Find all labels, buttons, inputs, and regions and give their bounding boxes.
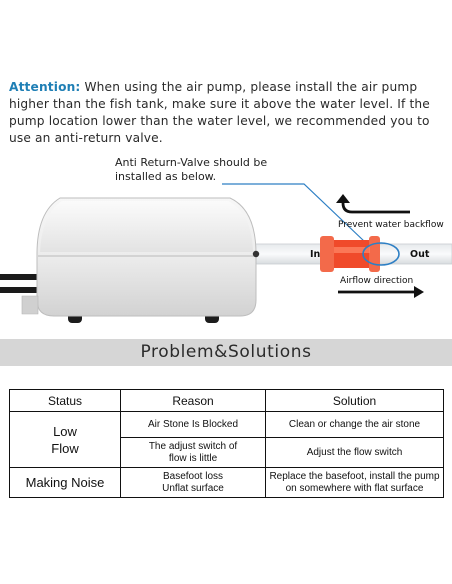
table-header-row <box>10 390 444 412</box>
status-low-flow: Low Flow <box>10 412 121 468</box>
header-reason: Reason <box>121 390 266 412</box>
table-row <box>10 412 444 437</box>
solution-cell: Replace the basefoot, install the pump on somewhere with flat surface <box>266 468 444 498</box>
solution-cell: Clean or change the air stone <box>266 412 444 437</box>
header-status: Status <box>10 390 121 412</box>
backflow-label: Prevent water backflow <box>338 220 444 230</box>
problem-solutions-table <box>9 389 443 498</box>
power-cable <box>0 277 40 290</box>
reason-cell: Air Stone Is Blocked <box>121 412 266 437</box>
in-label: In <box>310 249 321 260</box>
header-solution: Solution <box>266 390 444 412</box>
reason-cell: The adjust switch of flow is little <box>121 437 266 468</box>
table-row <box>10 468 444 498</box>
reason-cell: Basefoot loss Unflat surface <box>121 468 266 498</box>
backflow-arrow-icon <box>336 194 410 212</box>
solution-cell: Adjust the flow switch <box>266 437 444 468</box>
airflow-arrow-icon <box>338 286 424 298</box>
annotation-line-2: installed as below. <box>115 169 217 183</box>
air-pump <box>22 198 259 323</box>
airflow-label: Airflow direction <box>340 276 414 286</box>
attention-label: Attention: <box>9 80 81 94</box>
annotation-line-1: Anti Return-Valve should be <box>115 156 268 169</box>
status-making-noise: Making Noise <box>10 468 121 498</box>
attention-text: When using the air pump, please install the air pump higher than the fish tank, make sure it above the water level. If the pump location lower than the water level, we recommended you to use an anti-return valve. <box>9 80 430 145</box>
section-title: Problem&Solutions <box>140 342 312 362</box>
annotation-text <box>115 156 267 183</box>
out-label: Out <box>410 249 430 260</box>
